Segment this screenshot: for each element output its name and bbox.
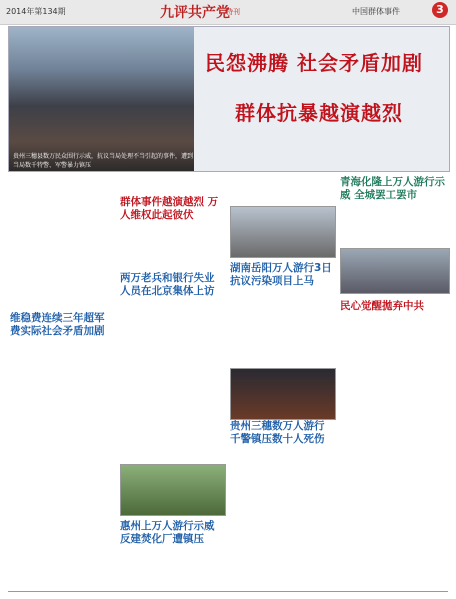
hero-banner [8, 26, 450, 172]
guizhou-photo [230, 368, 336, 420]
issue-label: 2014年第134期 [6, 7, 66, 16]
footer-rule [8, 591, 448, 592]
headline-weiquan: 维稳费连续三年超军费实际社会矛盾加剧 [10, 312, 105, 337]
yueyang-photo [230, 206, 336, 258]
page-number: 3 [432, 2, 448, 18]
hero-headline-1: 民怨沸腾 社会矛盾加剧 [205, 51, 423, 75]
headline-guizhou: 贵州三穗数万人游行千警镇压数十人死伤 [230, 420, 325, 445]
headline-yueyang: 湖南岳阳万人游行3日抗议污染项目上马 [230, 262, 332, 287]
qinghai-photo [340, 248, 450, 294]
headline-huizhou: 惠州上万人游行示威反建焚化厂遭镇压 [120, 520, 215, 545]
headline-laobing: 两万老兵和银行失业人员在北京集体上访 [120, 272, 215, 297]
hero-headline-2: 群体抗暴越演越烈 [235, 101, 403, 125]
section-label: 中国群体事件 [352, 7, 400, 16]
headline-qunti: 群体事件越演越烈 万人维权此起彼伏 [120, 196, 219, 221]
headline-minxin: 民心觉醒拋弃中共 [340, 300, 424, 312]
page-header-bar [0, 0, 456, 25]
headline-qinghai: 青海化隆上万人游行示威 全城罢工罢市 [340, 176, 445, 201]
huizhou-photo [120, 464, 226, 516]
masthead-sub: 特刊 [226, 8, 240, 16]
hero-crowd-photo [9, 27, 194, 171]
hero-caption: 贵州三穗县数万民众围行示威，抗议当局处理不当引起的事件，遭到当局数千特警、军警暴力镇压 [13, 153, 194, 169]
masthead-title: 九评共产党 [160, 5, 230, 21]
